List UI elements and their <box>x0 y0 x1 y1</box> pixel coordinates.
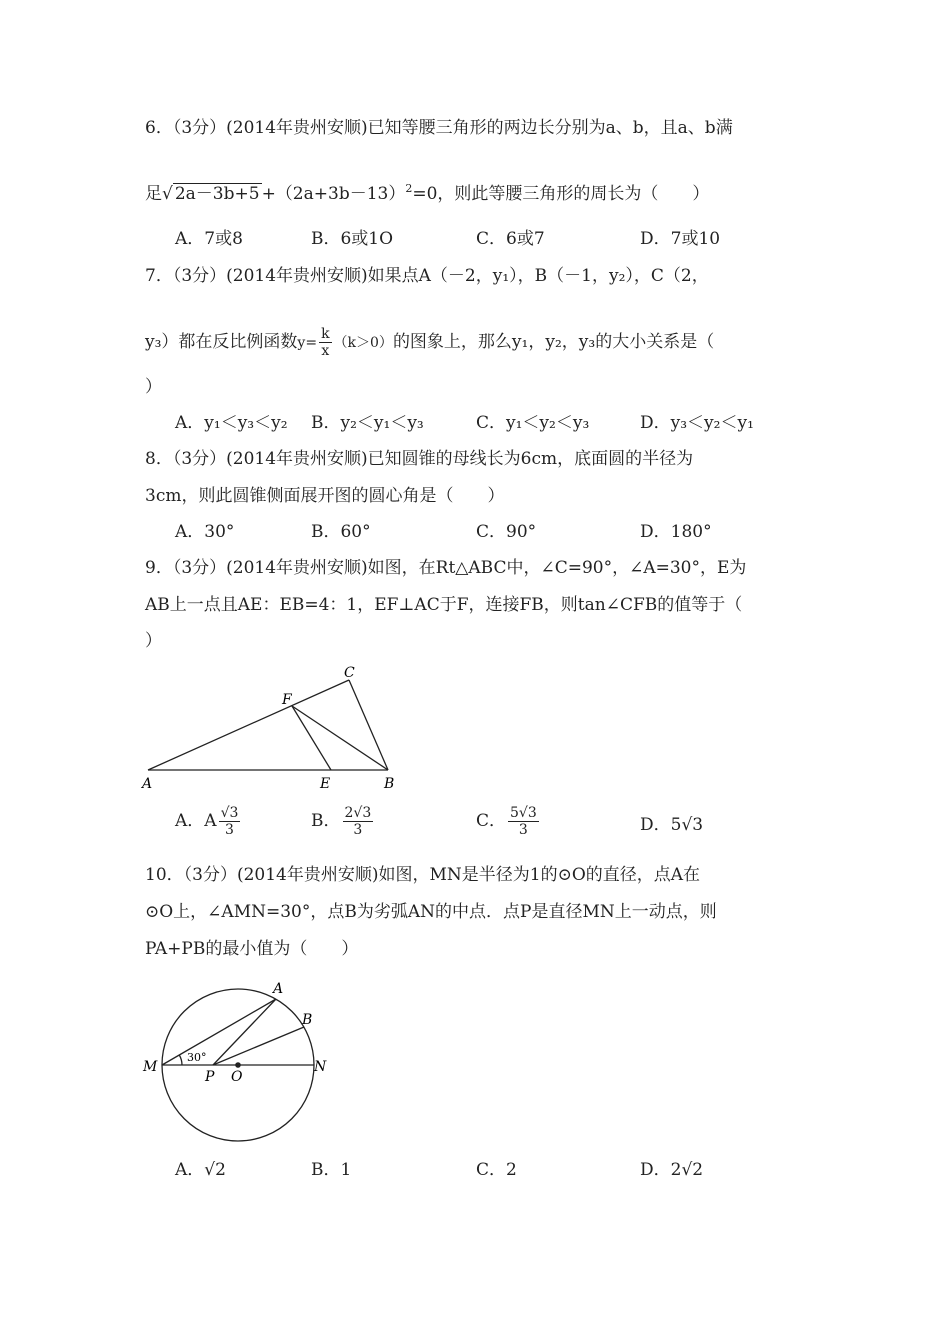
q6-option-a: A．7或8 <box>175 229 243 249</box>
q6-option-b: B．6或1O <box>311 229 394 249</box>
q10-circle-figure <box>138 975 338 1145</box>
q9-option-a-frac <box>219 805 241 838</box>
q7-line2-pre: y₃）都在反比例函数 <box>145 332 298 352</box>
q9-option-a-den: 3 <box>225 822 234 838</box>
q9-option-a <box>175 805 242 838</box>
q9-option-b <box>311 805 375 838</box>
label-b: B <box>302 1012 313 1028</box>
q7-option-a: A．y₁＜y₃＜y₂ <box>175 413 288 433</box>
q7-option-c: C．y₁＜y₂＜y₃ <box>476 413 590 433</box>
label-n: N <box>314 1059 327 1075</box>
q9-line3: ） <box>145 631 162 651</box>
q7-line2-post: 的图象上，那么y₁，y₂，y₃的大小关系是（ <box>392 332 715 352</box>
segment-ma <box>162 999 276 1065</box>
q9-option-c <box>476 805 541 838</box>
q9-option-b-frac <box>343 805 374 838</box>
label-o: O <box>231 1069 243 1085</box>
q6-line2-mid: +（2a+3b－13） <box>261 184 406 204</box>
label-e: E <box>320 776 331 792</box>
segment-pb <box>213 1027 304 1065</box>
q9-option-d <box>640 814 703 836</box>
label-a: A <box>273 981 284 997</box>
q9-option-b-prefix: B． <box>311 811 341 831</box>
q9-option-c-prefix: C． <box>476 811 507 831</box>
center-dot <box>235 1062 241 1068</box>
q10-option-b: B．1 <box>311 1160 352 1180</box>
q9-option-a-num: √3 <box>220 805 239 821</box>
q9-line2: AB上一点且AE：EB=4：1，EF⊥AC于F，连接FB，则tan∠CFB的值等于（ <box>145 595 743 615</box>
q10-line1: 10．（3分）(2014年贵州安顺)如图，MN是半径为1的⊙O的直径，点A在 <box>145 865 701 885</box>
q8-line2: 3cm，则此圆锥侧面展开图的圆心角是（ ） <box>145 486 505 506</box>
q6-option-d: D．7或10 <box>640 229 721 249</box>
q7-line2 <box>145 326 714 359</box>
angle-arc <box>179 1055 182 1065</box>
q6-option-c: C．6或7 <box>476 229 545 249</box>
q7-func-cond: （k＞0） <box>333 335 393 351</box>
q10-option-a: A．√2 <box>175 1160 226 1180</box>
q6-line2 <box>145 178 709 205</box>
q7-func-y: y= <box>297 335 318 351</box>
label-p: P <box>205 1069 215 1085</box>
q9-triangle-figure <box>138 660 408 795</box>
q7-line1: 7．（3分）(2014年贵州安顺)如果点A（－2，y₁），B（－1，y₂），C（2， <box>145 266 709 286</box>
label-a: A <box>142 776 153 792</box>
q7-frac-den: x <box>321 343 330 359</box>
q10-option-d: D．2√2 <box>640 1160 704 1180</box>
q9-option-d-val: 5√3 <box>670 815 704 835</box>
q8-option-a: A．30° <box>175 522 235 542</box>
q8-line1: 8．（3分）(2014年贵州安顺)已知圆锥的母线长为6cm，底面圆的半径为 <box>145 449 694 469</box>
q6-line2-pre: 足 <box>145 184 162 204</box>
q9-option-c-den: 3 <box>518 822 528 838</box>
q9-option-c-num: 5√3 <box>510 805 537 821</box>
q6-exponent: 2 <box>405 182 413 195</box>
q9-option-b-den: 3 <box>353 822 363 838</box>
q8-option-b: B．60° <box>311 522 371 542</box>
q8-option-d: D．180° <box>640 522 712 542</box>
sqrt-symbol: √ <box>162 184 173 204</box>
q9-option-c-frac <box>508 805 539 838</box>
q9-option-b-num: 2√3 <box>344 805 372 821</box>
q7-line3: ） <box>145 377 162 397</box>
label-m: M <box>143 1059 158 1075</box>
q9-option-d-prefix: D． <box>640 815 671 835</box>
q9-line1: 9．（3分）(2014年贵州安顺)如图，在Rt△ABC中，∠C=90°，∠A=30°，E为 <box>145 558 747 578</box>
label-f: F <box>282 692 292 708</box>
q7-fraction <box>319 326 331 359</box>
q10-line3: PA+PB的最小值为（ ） <box>145 939 359 959</box>
q6-line1: 6．（3分）(2014年贵州安顺)已知等腰三角形的两边长分别为a、b，且a、b满 <box>145 118 733 138</box>
q7-frac-num: k <box>321 326 330 342</box>
q10-option-c: C．2 <box>476 1160 517 1180</box>
label-b: B <box>384 776 395 792</box>
label-c: C <box>344 665 355 681</box>
segment-pa <box>213 999 276 1065</box>
q9-option-a-prefix: A．A <box>175 811 217 831</box>
segment-ac <box>148 680 349 770</box>
q7-option-d: D．y₃＜y₂＜y₁ <box>640 413 754 433</box>
q6-line2-post: =0，则此等腰三角形的周长为（ ） <box>412 184 710 204</box>
q6-radicand: 2a－3b+5 <box>174 184 260 204</box>
segment-ef <box>292 706 331 770</box>
q7-option-b: B．y₂＜y₁＜y₃ <box>311 413 424 433</box>
angle-label: 30° <box>187 1051 207 1064</box>
q10-line2: ⊙O上，∠AMN=30°，点B为劣弧AN的中点．点P是直径MN上一动点，则 <box>145 902 717 922</box>
q8-option-c: C．90° <box>476 522 537 542</box>
